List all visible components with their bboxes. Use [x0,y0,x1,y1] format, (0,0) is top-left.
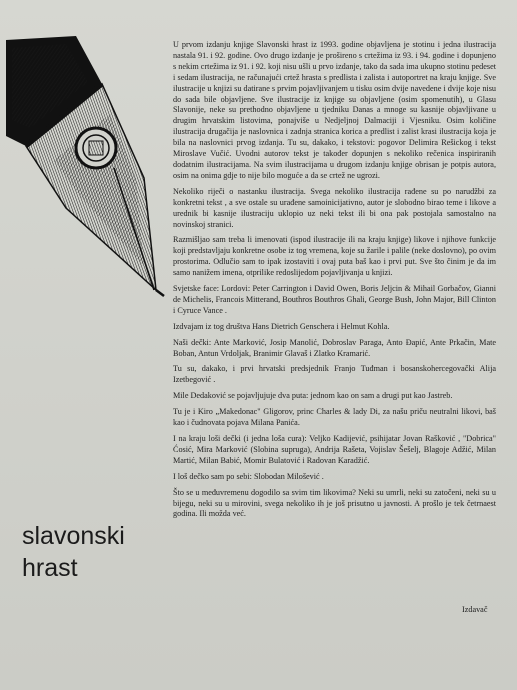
paragraph: Nekoliko riječi o nastanku ilustracija. Svega nekoliko ilustracija rađene su po narudžbi za konkretni tekst , a sve ostale su urađene samoinicijativno, autor je slobodno birao teme i likove a urednik bi kasnije ilustraciju uklopio uz neki tekst ili bi ona pak postojala samostalno na novinskoj stranici. [173,186,496,229]
paragraph: Naši dečki: Ante Marković, Josip Manolić, Dobroslav Paraga, Anto Đapić, Ante Prkačin, Mate Boban, Antun Vrdoljak, Branimir Glavaš i Zlatko Kramarić. [173,337,496,358]
paragraph: Izdvajam iz tog društva Hans Dietrich Genschera i Helmut Kohla. [173,321,390,331]
paragraph: Što se u međuvremenu dogodilo sa svim tim likovima? Neki su umrli, neki su zatočeni, neki su u bijegu, neki su u mirovini, svega nekoliko ih je još prisutno u javnosti. A prošlo je tek četrnaest godina. Ili možda već. [173,487,496,519]
foreword-text [173,40,496,525]
book-title-line1: slavonski [22,522,125,550]
paragraph: Mile Dedaković se pojavljujuje dva puta: jednom kao on sam a drugi put kao Jastreb. [173,391,453,401]
paragraph: Razmišljao sam treba li imenovati (ispod ilustracije ili na kraju knjige) likove i njihove funkcije koji predstavljaju konkretne osobe iz tog vremena, koje su žarile i palile (neke doslovno), po ovim prostorima. Odlučio sam to ipak izostaviti i ovaj puta baš kao i prvi put. Sve što činim je da im samo nanižem imena, otprilike redoslijedom pojavljivanja u knjizi. [173,235,496,278]
signature: Izdavač [462,605,488,614]
book-title [22,520,125,584]
paragraph: Tu su, dakako, i prvi hrvatski predsjednik Franjo Tuđman i bosanskohercegovački Alija Izetbegović . [173,364,496,385]
book-title-line2: hrast [22,554,78,582]
paragraph: Tu je i Kiro „Makedonac" Gligorov, princ Charles & lady Di, za našu priču neutralni likovi, baš kao i čudnovata pojava Milana Panića. [173,407,496,428]
paragraph: I na kraju loši dečki (i jedna loša cura): Veljko Kadijević, psihijatar Jovan Rašković , "Dobrica" Ćosić, Mira Marković (Slobina supruga), Andrija Rašeta, Vojislav Šešelj, Blagoje Adžić, Milan Martić, Milan Babić, Momir Bulatović i Radovan Karadžić. [173,434,496,465]
paragraph: U prvom izdanju knjige Slavonski hrast iz 1993. godine objavljena je stotinu i jedna ilustracija nastala 91. i 92. godine. Ovo drugo izdanje je prošireno s crtežima iz 93. i 94. godine i dopunjeno s nekim crtežima iz 91. i 92. koji nisu ušli u prvo izdanje, tako da sada ima ukupno stotinu pedeset i sedam ilustracija, ne računajući crtež hrasta s predlista i zalista i autoportret na kraju knjige. Sve ilustracije u knjizi su datirane s prvim pojavljivanjem u tisku osim dvije navedene i dvije koje nisu do sada bile objavljene. Sve ilustracije iz knjige su objavljene (osim spomenutih), u Glasu Slavonije, neke su prethodno objavljene u tjedniku Danas a mnoge su kasnije objavljivane u drugim hrvatskim listovima, ponajviše u Nedjeljnoj Dalmaciji i Vjesniku. Osim količine ilustracija drugačija je naslovnica i zadnja stranica korica a predlist i zalist krasi ilustracija koja je bila na naslovnici prvog izdanja. Tu su, dakako, i tekstovi: pogovor Delimira Rešickog i tekst Miroslave Vučić. Uvodni autorov tekst je također dopunjen s nekoliko rečenica inspiriranih dodatnim ilustracijama. Na svim ilustracijama u drugom izdanju knjige obrisan je potpis autora, osim na onima gdje to nije bilo moguće a da se crtež ne ugrozi. [173,40,496,180]
paragraph: I loš dečko sam po sebi: Slobodan Milošević . [173,471,324,481]
paragraph: Svjetske face: Lordovi: Peter Carrington i David Owen, Boris Jeljcin & Mihail Gorbačov, Gianni de Michelis, Francois Mitterand, Bouthros Bouthros Ghali, George Bush, John Major, Bill Clinton i Cyruce Vance . [173,284,496,315]
fountain-pen-nib-illustration [6,28,166,298]
